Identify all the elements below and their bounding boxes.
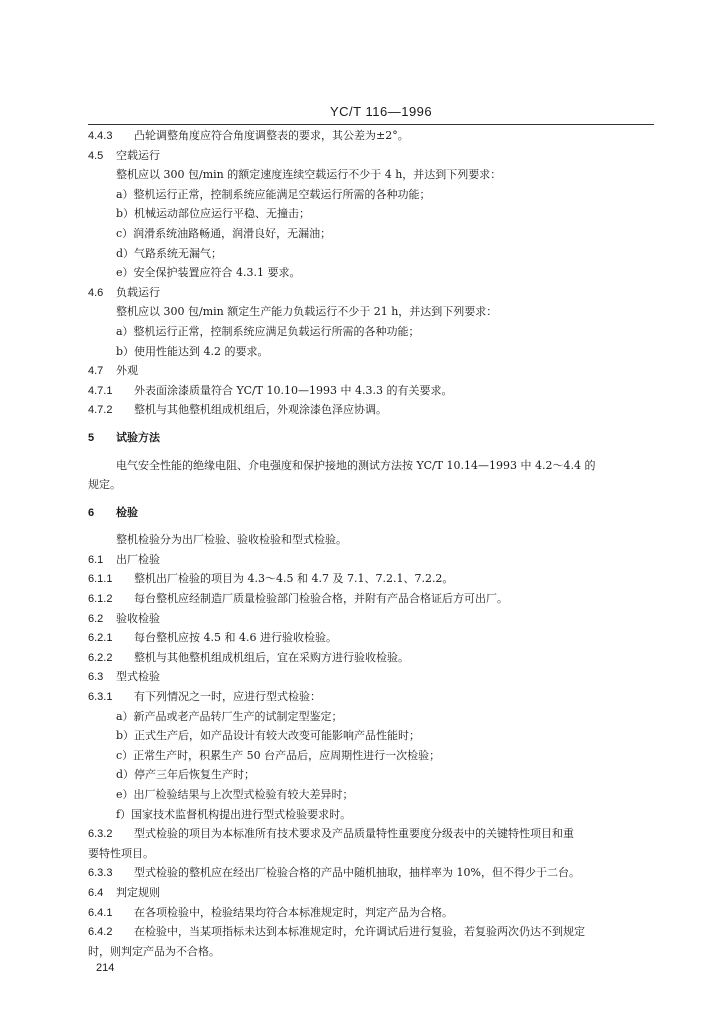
clause-6-2-2: 6.2.2 整机与其他整机组成机组后，宜在采购方进行验收检验。 [88, 650, 409, 664]
section-5-text-cont: 规定。 [88, 478, 121, 492]
clause-4-7-heading: 4.7 外观 [88, 364, 138, 378]
list-item: a）新产品或老产品转厂生产的试制定型鉴定； [116, 709, 343, 723]
section-6-heading: 6 检验 [88, 505, 138, 519]
section-5-text: 电气安全性能的绝缘电阻、介电强度和保护接地的测试方法按 YC/T 10.14—1993 中 4.2～4.4 的 [116, 458, 596, 472]
clause-6-4-1: 6.4.1 在各项检验中，检验结果均符合本标准规定时，判定产品为合格。 [88, 905, 453, 919]
page-number: 214 [96, 962, 115, 974]
clause-4-7-2: 4.7.2 整机与其他整机组成机组后，外观涂漆色泽应协调。 [88, 403, 387, 417]
clause-4-4-3: 4.4.3 凸轮调整角度应符合角度调整表的要求，其公差为±2°。 [88, 129, 409, 142]
clause-6-1-2: 6.1.2 每台整机应经制造厂质量检验部门检验合格，并附有产品合格证后方可出厂。 [88, 592, 508, 606]
list-item: d）气路系统无漏气； [116, 246, 223, 260]
list-item: a）整机运行正常，控制系统应能满足空载运行所需的各种功能； [116, 187, 431, 201]
clause-4-6-heading: 4.6 负载运行 [88, 285, 160, 299]
list-item: a）整机运行正常，控制系统应满足负载运行所需的各种功能； [116, 324, 420, 338]
list-item: c）润滑系统油路畅通，润滑良好，无漏油； [116, 226, 332, 240]
clause-6-3-2: 6.3.2 型式检验的项目为本标准所有技术要求及产品质量特性重要度分级表中的关键特性项目和重 [88, 827, 574, 841]
clause-4-5-heading: 4.5 空载运行 [88, 148, 160, 162]
list-item: b）正式生产后，如产品设计有较大改变可能影响产品性能时； [116, 729, 421, 743]
clause-6-3-2-cont: 要特性项目。 [88, 846, 154, 860]
list-item: b）机械运动部位应运行平稳、无撞击； [116, 207, 311, 221]
clause-6-4-2: 6.4.2 在检验中，当某项指标未达到本标准规定时，允许调试后进行复验，若复验两次仍达不到规定 [88, 925, 585, 939]
clause-6-1-1: 6.1.1 整机出厂检验的项目为 4.3～4.5 和 4.7 及 7.1、7.2.1、7.2.2。 [88, 572, 454, 586]
header-title: YC/T 116—1996 [330, 104, 433, 119]
list-item: f）国家技术监督机构提出进行型式检验要求时。 [116, 807, 352, 821]
list-item: c）正常生产时，积累生产 50 台产品后，应周期性进行一次检验； [116, 748, 441, 762]
list-item: e）出厂检验结果与上次型式检验有较大差异时； [116, 788, 354, 801]
header-rule [88, 124, 654, 125]
clause-6-3-heading: 6.3 型式检验 [88, 670, 160, 684]
document-body [88, 126, 658, 961]
clause-4-7-1: 4.7.1 外表面涂漆质量符合 YC/T 10.10—1993 中 4.3.3 的有关要求。 [88, 383, 453, 397]
clause-6-3-3: 6.3.3 型式检验的整机应在经出厂检验合格的产品中随机抽取，抽样率为 10%，但不得少于二台。 [88, 866, 580, 880]
clause-6-4-heading: 6.4 判定规则 [88, 885, 160, 899]
section-6-text: 整机检验分为出厂检验、验收检验和型式检验。 [116, 533, 347, 547]
list-item: d）停产三年后恢复生产时； [116, 768, 256, 782]
clause-6-1-heading: 6.1 出厂检验 [88, 552, 160, 566]
list-item: b）使用性能达到 4.2 的要求。 [116, 344, 269, 358]
clause-4-6-text: 整机应以 300 包/min 额定生产能力负载运行不少于 21 h，并达到下列要求： [116, 305, 498, 319]
clause-4-5-text: 整机应以 300 包/min 的额定速度连续空载运行不少于 4 h，并达到下列要求： [116, 168, 502, 182]
clause-6-3-1: 6.3.1 有下列情况之一时，应进行型式检验： [88, 690, 321, 704]
clause-6-2-1: 6.2.1 每台整机应按 4.5 和 4.6 进行验收检验。 [88, 631, 337, 645]
clause-6-4-2-cont: 时，则判定产品为不合格。 [88, 944, 220, 958]
list-item: e）安全保护装置应符合 4.3.1 要求。 [116, 266, 301, 280]
clause-6-2-heading: 6.2 验收检验 [88, 611, 160, 625]
section-5-heading: 5 试验方法 [88, 430, 160, 444]
